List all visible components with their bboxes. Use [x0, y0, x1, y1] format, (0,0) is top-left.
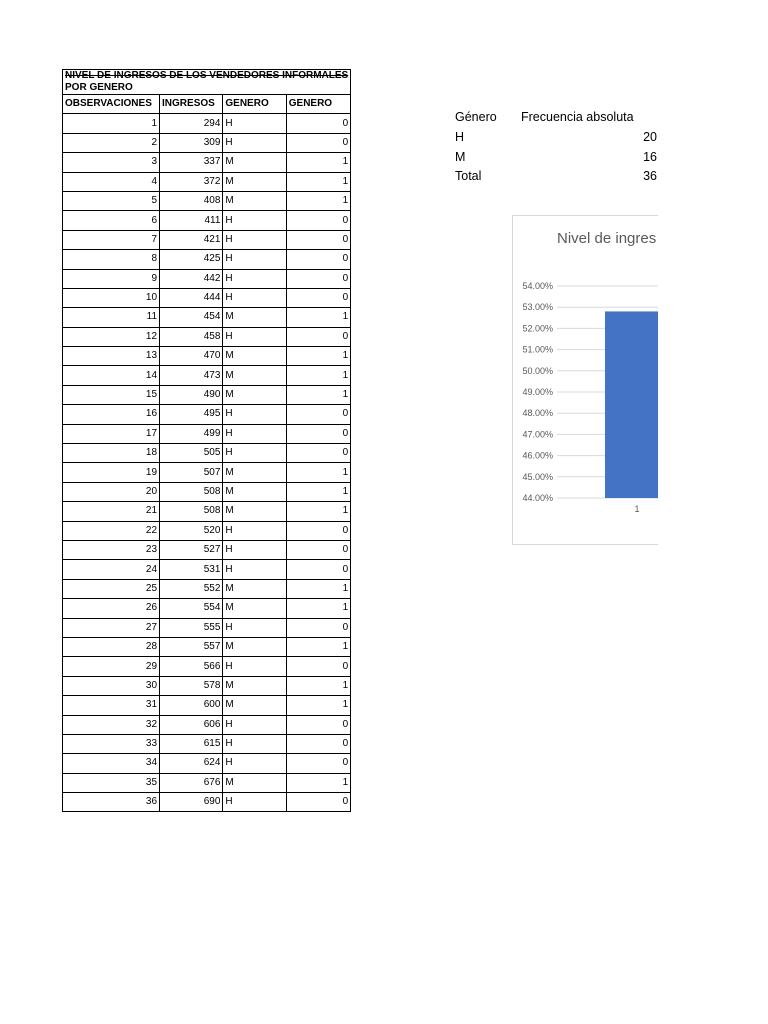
y-tick-label: 51.00%	[522, 344, 553, 355]
cell-genero-code: 1	[286, 153, 350, 172]
table-row	[63, 734, 351, 753]
table-row	[63, 521, 351, 540]
cell-genero-code: 1	[286, 191, 350, 210]
table-row	[63, 599, 351, 618]
cell-observacion: 22	[63, 521, 160, 540]
cell-ingreso: 552	[160, 579, 223, 598]
cell-genero: H	[223, 715, 286, 734]
table-row	[63, 502, 351, 521]
table-row	[63, 540, 351, 559]
header-genero: GENERO	[223, 95, 286, 114]
y-tick-label: 46.00%	[522, 450, 553, 461]
cell-ingreso: 309	[160, 133, 223, 152]
income-chart	[512, 215, 658, 545]
cell-genero-code: 1	[286, 599, 350, 618]
freq-label-h: H	[455, 130, 465, 144]
table-row	[63, 405, 351, 424]
cell-ingreso: 578	[160, 676, 223, 695]
table-title	[63, 70, 351, 95]
cell-observacion: 16	[63, 405, 160, 424]
freq-label-total: Total	[455, 169, 482, 183]
cell-observacion: 15	[63, 385, 160, 404]
cell-genero-code: 1	[286, 308, 350, 327]
header-ingresos: INGRESOS	[160, 95, 223, 114]
cell-ingreso: 499	[160, 424, 223, 443]
cell-genero: M	[223, 308, 286, 327]
cell-observacion: 29	[63, 657, 160, 676]
cell-ingreso: 555	[160, 618, 223, 637]
table-row	[63, 172, 351, 191]
table-row	[63, 366, 351, 385]
cell-genero: M	[223, 579, 286, 598]
cell-observacion: 8	[63, 250, 160, 269]
bar	[605, 311, 658, 498]
cell-genero: M	[223, 599, 286, 618]
cell-genero: H	[223, 754, 286, 773]
cell-ingreso: 507	[160, 463, 223, 482]
table-row	[63, 327, 351, 346]
cell-observacion: 31	[63, 696, 160, 715]
cell-genero-code: 0	[286, 230, 350, 249]
cell-observacion: 3	[63, 153, 160, 172]
table-row	[63, 657, 351, 676]
cell-observacion: 4	[63, 172, 160, 191]
cell-ingreso: 470	[160, 347, 223, 366]
cell-genero-code: 0	[286, 211, 350, 230]
cell-genero: M	[223, 502, 286, 521]
cell-ingreso: 600	[160, 696, 223, 715]
chart-title: Nivel de ingres	[557, 230, 657, 247]
cell-genero: M	[223, 191, 286, 210]
table-row	[63, 424, 351, 443]
cell-genero: M	[223, 696, 286, 715]
cell-genero-code: 0	[286, 250, 350, 269]
table-row	[63, 444, 351, 463]
table-row	[63, 288, 351, 307]
table-row	[63, 482, 351, 501]
cell-observacion: 34	[63, 754, 160, 773]
table-row	[63, 696, 351, 715]
income-table	[62, 69, 351, 812]
cell-ingreso: 554	[160, 599, 223, 618]
cell-observacion: 5	[63, 191, 160, 210]
cell-genero-code: 0	[286, 405, 350, 424]
table-row	[63, 715, 351, 734]
cell-genero: H	[223, 540, 286, 559]
y-tick-label: 50.00%	[522, 365, 553, 376]
cell-observacion: 20	[63, 482, 160, 501]
table-row	[63, 676, 351, 695]
cell-observacion: 23	[63, 540, 160, 559]
y-tick-label: 47.00%	[522, 429, 553, 440]
header-genero-code: GENERO	[286, 95, 350, 114]
table-title-line-1: NIVEL DE INGRESOS DE LOS VENDEDORES INFORMALES	[65, 70, 349, 81]
cell-ingreso: 557	[160, 637, 223, 656]
cell-genero-code: 0	[286, 114, 350, 133]
freq-header-frecuencia: Frecuencia absoluta	[521, 110, 634, 124]
header-observaciones: OBSERVACIONES	[63, 95, 160, 114]
cell-ingreso: 606	[160, 715, 223, 734]
cell-observacion: 27	[63, 618, 160, 637]
cell-genero-code: 0	[286, 444, 350, 463]
cell-genero-code: 1	[286, 773, 350, 792]
y-tick-label: 44.00%	[522, 493, 553, 503]
cell-genero-code: 1	[286, 385, 350, 404]
cell-genero-code: 1	[286, 366, 350, 385]
cell-ingreso: 444	[160, 288, 223, 307]
table-row	[63, 269, 351, 288]
cell-ingreso: 294	[160, 114, 223, 133]
cell-genero: H	[223, 560, 286, 579]
cell-ingreso: 490	[160, 385, 223, 404]
table-row	[63, 133, 351, 152]
cell-genero: H	[223, 618, 286, 637]
cell-observacion: 32	[63, 715, 160, 734]
cell-observacion: 17	[63, 424, 160, 443]
cell-observacion: 25	[63, 579, 160, 598]
cell-genero-code: 0	[286, 327, 350, 346]
table-title-row	[63, 70, 351, 95]
cell-observacion: 28	[63, 637, 160, 656]
y-tick-label: 48.00%	[522, 408, 553, 419]
cell-genero: H	[223, 211, 286, 230]
cell-ingreso: 676	[160, 773, 223, 792]
cell-genero-code: 1	[286, 172, 350, 191]
cell-genero-code: 0	[286, 521, 350, 540]
table-row	[63, 579, 351, 598]
cell-genero: M	[223, 347, 286, 366]
cell-genero-code: 1	[286, 482, 350, 501]
cell-observacion: 2	[63, 133, 160, 152]
table-row	[63, 114, 351, 133]
cell-observacion: 7	[63, 230, 160, 249]
cell-genero: H	[223, 793, 286, 812]
cell-genero-code: 0	[286, 133, 350, 152]
cell-genero: M	[223, 385, 286, 404]
table-row	[63, 211, 351, 230]
cell-ingreso: 566	[160, 657, 223, 676]
cell-observacion: 10	[63, 288, 160, 307]
table-row	[63, 347, 351, 366]
cell-genero-code: 1	[286, 347, 350, 366]
cell-ingreso: 508	[160, 502, 223, 521]
cell-observacion: 30	[63, 676, 160, 695]
cell-genero-code: 1	[286, 637, 350, 656]
cell-genero-code: 1	[286, 502, 350, 521]
cell-ingreso: 690	[160, 793, 223, 812]
cell-ingreso: 495	[160, 405, 223, 424]
cell-ingreso: 372	[160, 172, 223, 191]
cell-genero-code: 0	[286, 657, 350, 676]
cell-observacion: 19	[63, 463, 160, 482]
cell-genero-code: 1	[286, 579, 350, 598]
cell-genero-code: 0	[286, 269, 350, 288]
cell-ingreso: 421	[160, 230, 223, 249]
cell-genero: H	[223, 133, 286, 152]
cell-genero: M	[223, 153, 286, 172]
cell-ingreso: 454	[160, 308, 223, 327]
table-row	[63, 191, 351, 210]
cell-observacion: 13	[63, 347, 160, 366]
cell-ingreso: 458	[160, 327, 223, 346]
cell-ingreso: 531	[160, 560, 223, 579]
cell-observacion: 9	[63, 269, 160, 288]
freq-label-m: M	[455, 150, 466, 164]
cell-genero: H	[223, 405, 286, 424]
cell-genero-code: 0	[286, 560, 350, 579]
y-tick-label: 53.00%	[522, 302, 553, 313]
cell-genero: M	[223, 482, 286, 501]
cell-genero-code: 0	[286, 618, 350, 637]
cell-genero-code: 0	[286, 754, 350, 773]
y-tick-label: 52.00%	[522, 323, 553, 334]
cell-observacion: 26	[63, 599, 160, 618]
table-row	[63, 560, 351, 579]
cell-ingreso: 425	[160, 250, 223, 269]
table-row	[63, 308, 351, 327]
table-row	[63, 754, 351, 773]
cell-genero: M	[223, 637, 286, 656]
cell-genero-code: 0	[286, 715, 350, 734]
cell-ingreso: 527	[160, 540, 223, 559]
cell-genero-code: 0	[286, 734, 350, 753]
cell-genero: M	[223, 463, 286, 482]
table-row	[63, 153, 351, 172]
cell-genero: H	[223, 657, 286, 676]
cell-ingreso: 615	[160, 734, 223, 753]
y-tick-label: 45.00%	[522, 471, 553, 482]
cell-genero-code: 1	[286, 676, 350, 695]
table-row	[63, 637, 351, 656]
cell-ingreso: 408	[160, 191, 223, 210]
cell-observacion: 18	[63, 444, 160, 463]
cell-genero: M	[223, 676, 286, 695]
cell-genero: H	[223, 114, 286, 133]
freq-value-h: 20	[643, 130, 657, 144]
cell-observacion: 36	[63, 793, 160, 812]
table-title-line-2: POR GENERO	[65, 82, 133, 93]
cell-observacion: 21	[63, 502, 160, 521]
y-tick-label: 49.00%	[522, 387, 553, 397]
cell-observacion: 33	[63, 734, 160, 753]
table-row	[63, 463, 351, 482]
cell-genero: H	[223, 327, 286, 346]
cell-ingreso: 520	[160, 521, 223, 540]
cell-genero-code: 0	[286, 424, 350, 443]
cell-ingreso: 337	[160, 153, 223, 172]
cell-observacion: 24	[63, 560, 160, 579]
table-row	[63, 250, 351, 269]
cell-genero: M	[223, 366, 286, 385]
cell-ingreso: 505	[160, 444, 223, 463]
cell-ingreso: 411	[160, 211, 223, 230]
table-header-row	[63, 95, 351, 114]
cell-genero: H	[223, 444, 286, 463]
y-tick-label: 54.00%	[522, 281, 553, 291]
cell-genero-code: 0	[286, 540, 350, 559]
cell-genero: M	[223, 172, 286, 191]
cell-genero: H	[223, 288, 286, 307]
cell-genero-code: 1	[286, 696, 350, 715]
table-row	[63, 773, 351, 792]
freq-header-genero: Género	[455, 110, 497, 124]
cell-genero-code: 0	[286, 288, 350, 307]
cell-ingreso: 473	[160, 366, 223, 385]
table-row	[63, 230, 351, 249]
cell-genero: H	[223, 734, 286, 753]
cell-genero: H	[223, 269, 286, 288]
cell-genero-code: 1	[286, 463, 350, 482]
cell-observacion: 11	[63, 308, 160, 327]
cell-ingreso: 624	[160, 754, 223, 773]
cell-genero: H	[223, 521, 286, 540]
cell-genero: H	[223, 230, 286, 249]
cell-genero: M	[223, 773, 286, 792]
x-tick-label: 1	[634, 504, 640, 514]
cell-ingreso: 442	[160, 269, 223, 288]
freq-value-m: 16	[643, 150, 657, 164]
table-row	[63, 618, 351, 637]
freq-value-total: 36	[643, 169, 657, 183]
cell-observacion: 35	[63, 773, 160, 792]
cell-genero: H	[223, 424, 286, 443]
cell-observacion: 14	[63, 366, 160, 385]
cell-ingreso: 508	[160, 482, 223, 501]
cell-genero-code: 0	[286, 793, 350, 812]
table-row	[63, 793, 351, 812]
cell-observacion: 12	[63, 327, 160, 346]
chart-plot	[513, 216, 658, 545]
table-row	[63, 385, 351, 404]
cell-observacion: 6	[63, 211, 160, 230]
cell-observacion: 1	[63, 114, 160, 133]
cell-genero: H	[223, 250, 286, 269]
